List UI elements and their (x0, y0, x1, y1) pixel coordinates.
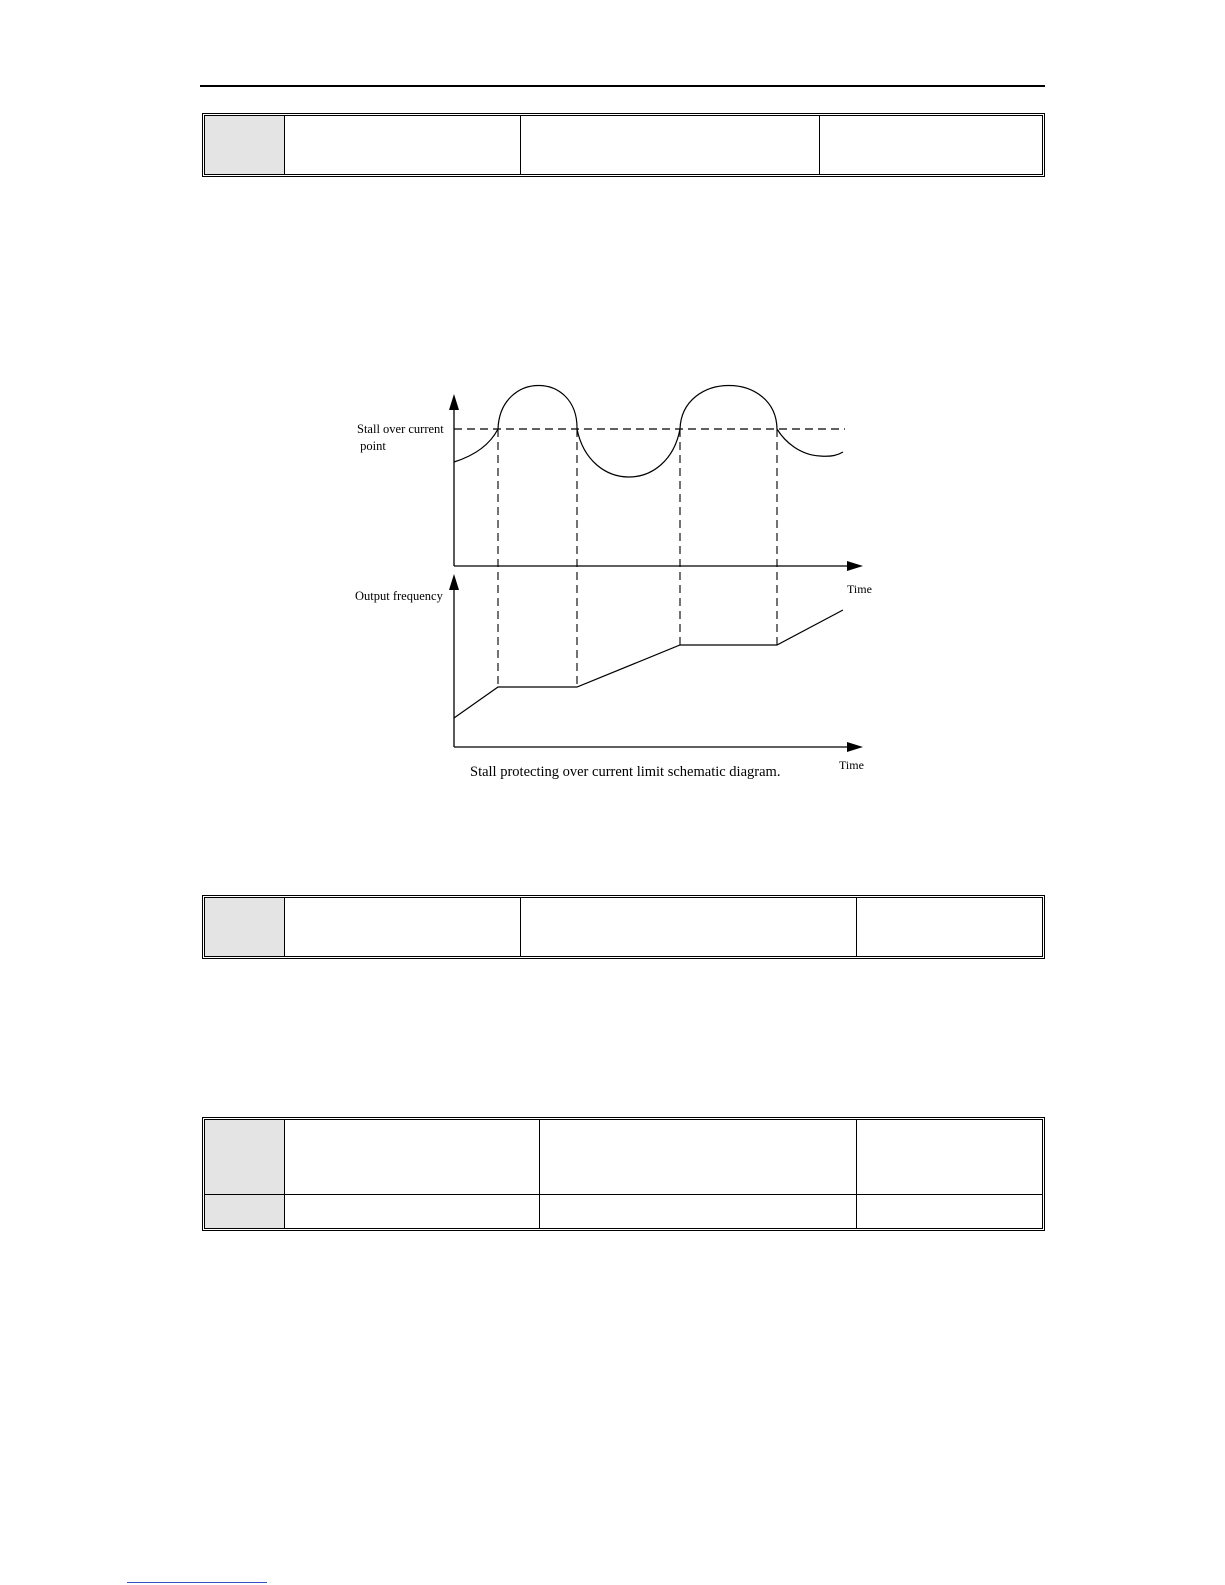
diagram-caption: Stall protecting over current limit schematic diagram. (470, 764, 781, 780)
table-cell (857, 1120, 1042, 1195)
table-cell (521, 116, 820, 174)
top-y-label: Stall over current (357, 422, 444, 436)
bottom-y-label: Output frequency (355, 589, 443, 603)
bottom-plot-axes (454, 582, 855, 747)
top-y-label-2: point (357, 439, 386, 453)
parameter-table-1 (202, 113, 1045, 177)
header-rule (200, 85, 1045, 87)
top-plot-axes (454, 402, 855, 566)
table-cell (205, 1195, 285, 1228)
table-cell (521, 898, 857, 956)
table-cell (205, 898, 285, 956)
table-cell (285, 116, 521, 174)
parameter-table-2 (202, 895, 1045, 959)
top-x-label: Time (847, 582, 872, 596)
table-cell (205, 116, 285, 174)
table-cell (285, 898, 521, 956)
current-waveform (454, 386, 843, 478)
bottom-x-label: Time (839, 758, 864, 772)
top-x-arrow (847, 561, 863, 571)
table-cell (820, 116, 1042, 174)
bottom-y-arrow (449, 574, 459, 590)
output-frequency-trace (454, 610, 843, 718)
stall-protection-diagram (340, 380, 900, 790)
bottom-x-arrow (847, 742, 863, 752)
table-cell (857, 898, 1042, 956)
parameter-table-3 (202, 1117, 1045, 1231)
table-cell (857, 1195, 1042, 1228)
table-cell (205, 1120, 285, 1195)
table-cell (285, 1120, 540, 1195)
projection-lines (498, 429, 777, 687)
footnote-rule (127, 1582, 267, 1583)
top-y-arrow (449, 394, 459, 410)
table-cell (540, 1195, 857, 1228)
table-cell (285, 1195, 540, 1228)
table-cell (540, 1120, 857, 1195)
